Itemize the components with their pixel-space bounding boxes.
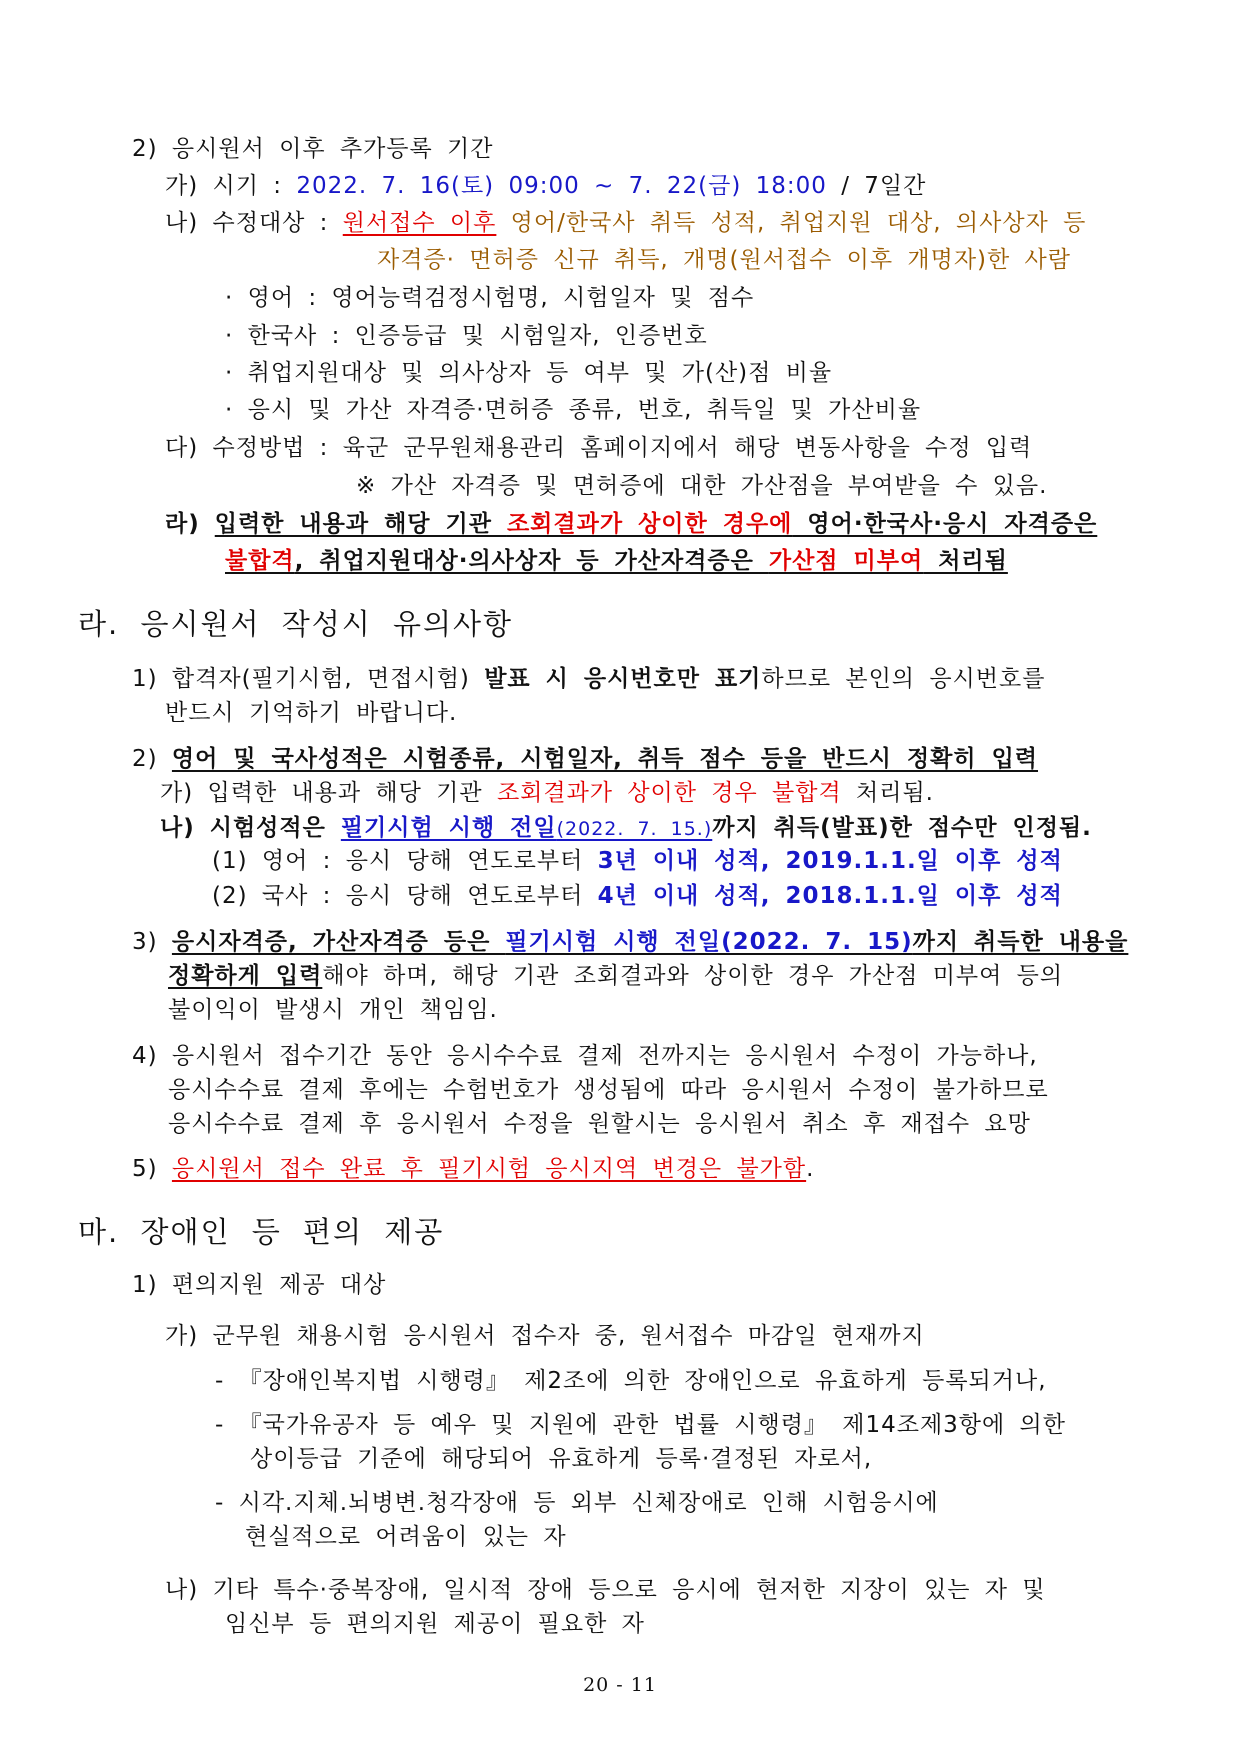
result-mismatch-line bbox=[165, 508, 1097, 540]
note-3-line-1 bbox=[132, 926, 1128, 958]
accessibility-dash-2b: 상이등급 기준에 해당되어 유효하게 등록·결정된 자로서, bbox=[250, 1446, 873, 1472]
edit-method-line: 다) 수정방법 : 육군 군무원채용관리 홈페이지에서 해당 변동사항을 수정 입력 bbox=[165, 435, 1033, 461]
note-2-history-line bbox=[212, 880, 1063, 912]
note-5-label: 5) bbox=[132, 1156, 172, 1182]
accessibility-dash-1: - 『장애인복지법 시행령』 제2조에 의한 장애인으로 유효하게 등록되거나, bbox=[215, 1368, 1047, 1394]
fail-text: 불합격 bbox=[225, 548, 295, 574]
note-1-text-a: 1) 합격자(필기시험, 면접시험) bbox=[132, 666, 485, 692]
edit-method-note: ※ 가산 자격증 및 면허증에 대한 가산점을 부여받을 수 있음. bbox=[356, 473, 1048, 499]
note-2-history-text: (2) 국사 : 응시 당해 연도로부터 bbox=[212, 883, 598, 909]
note-3-text-b: 까지 취득한 내용을 bbox=[912, 929, 1129, 955]
note-2-history-blue: 4년 이내 성적, 2018.1.1.일 이후 성적 bbox=[597, 883, 1063, 909]
note-3-blue: 필기시험 시행 전일(2022. 7. 15) bbox=[505, 929, 913, 955]
note-4-line-1: 4) 응시원서 접수기간 동안 응시수수료 결제 전까지는 응시원서 수정이 가능하나, bbox=[132, 1043, 1038, 1069]
note-2-ga-line bbox=[160, 777, 934, 809]
note-1-line-2: 반드시 기억하기 바랍니다. bbox=[165, 700, 458, 726]
note-3-text-a: 응시자격증, 가산자격증 등은 bbox=[171, 929, 506, 955]
heading-accessibility: 마. 장애인 등 편의 제공 bbox=[78, 1215, 445, 1249]
result-mismatch-text-b: 영어·한국사·응시 자격증은 bbox=[792, 511, 1098, 537]
period-duration: / 7일간 bbox=[826, 173, 927, 199]
page-number: 20 - 11 bbox=[583, 1674, 657, 1696]
edit-target-label: 나) 수정대상 : bbox=[165, 210, 343, 236]
note-2-label: 2) bbox=[132, 746, 172, 772]
heading-application-notes: 라. 응시원서 작성시 유의사항 bbox=[78, 607, 514, 641]
accessibility-ga: 가) 군무원 채용시험 응시원서 접수자 중, 원서접수 마감일 현재까지 bbox=[165, 1323, 925, 1349]
note-2-na-text-a: 나) 시험성적은 bbox=[160, 815, 341, 841]
note-2-ga-text-a: 가) 입력한 내용과 해당 기관 bbox=[160, 780, 497, 806]
result-mismatch-underlined bbox=[215, 511, 1098, 537]
note-2-na-date: (2022. 7. 15.) bbox=[556, 818, 713, 840]
edit-target-line-2: 자격증· 면허증 신규 취득, 개명(원서접수 이후 개명자)한 사람 bbox=[377, 247, 1071, 273]
accessibility-na-2: 임신부 등 편의지원 제공이 필요한 자 bbox=[225, 1611, 645, 1637]
note-1-text-b: 하므로 본인의 응시번호를 bbox=[761, 666, 1046, 692]
section-2-title: 2) 응시원서 이후 추가등록 기간 bbox=[132, 136, 494, 162]
result-mismatch-text-d: 처리됨 bbox=[923, 548, 1008, 574]
note-3-rest: 해야 하며, 해당 기관 조회결과와 상이한 경우 가산점 미부여 등의 bbox=[322, 963, 1064, 989]
note-3-line-3: 불이익이 발생시 개인 책임임. bbox=[168, 997, 498, 1023]
accessibility-dash-3: - 시각.지체.뇌병변.청각장애 등 외부 신체장애로 인해 시험응시에 bbox=[215, 1490, 939, 1516]
note-2-na-blue-text: 필기시험 시행 전일 bbox=[340, 815, 557, 841]
note-5-red: 응시원서 접수 완료 후 필기시험 응시지역 변경은 불가함 bbox=[171, 1156, 807, 1182]
note-2-english-blue: 3년 이내 성적, 2019.1.1.일 이후 성적 bbox=[597, 848, 1063, 874]
bullet-english: · 영어 : 영어능력검정시험명, 시험일자 및 점수 bbox=[225, 285, 755, 311]
note-1-line-1 bbox=[132, 663, 1045, 695]
note-2-na-text-b: 까지 취득(발표)한 점수만 인정됨. bbox=[712, 815, 1092, 841]
result-mismatch-label: 라) bbox=[165, 511, 215, 537]
result-mismatch-red: 조회결과가 상이한 경우에 bbox=[506, 511, 793, 537]
note-2-text: 영어 및 국사성적은 시험종류, 시험일자, 취득 점수 등을 반드시 정확히 입력 bbox=[171, 746, 1039, 772]
edit-target-line bbox=[165, 207, 1086, 239]
period-dates: 2022. 7. 16(토) 09:00 ~ 7. 22(금) 18:00 bbox=[296, 173, 827, 199]
bullet-korean-history: · 한국사 : 인증등급 및 시험일자, 인증번호 bbox=[225, 323, 708, 349]
period-line bbox=[165, 170, 926, 202]
period-label: 가) 시기 : bbox=[165, 173, 297, 199]
note-3-bold: 정확하게 입력 bbox=[168, 963, 323, 989]
edit-target-highlight: 원서접수 이후 bbox=[342, 210, 497, 236]
note-2-na-line bbox=[160, 812, 1092, 845]
accessibility-dash-2: - 『국가유공자 등 예우 및 지원에 관한 법률 시행령』 제14조제3항에 의한 bbox=[215, 1412, 1066, 1438]
note-3-underlined bbox=[172, 929, 1128, 955]
accessibility-dash-3b: 현실적으로 어려움이 있는 자 bbox=[245, 1524, 567, 1550]
note-3-label: 3) bbox=[132, 929, 172, 955]
result-mismatch-line-2 bbox=[225, 545, 1008, 577]
note-2-ga-text-b: 처리됨. bbox=[841, 780, 934, 806]
note-2-english-line bbox=[212, 845, 1063, 877]
note-5-line bbox=[132, 1153, 814, 1185]
note-1-bold: 발표 시 응시번호만 표기 bbox=[484, 666, 762, 692]
note-3-line-2 bbox=[168, 960, 1063, 992]
accessibility-1: 1) 편의지원 제공 대상 bbox=[132, 1272, 387, 1298]
note-5-dot: . bbox=[806, 1156, 815, 1182]
note-2-line bbox=[132, 743, 1038, 775]
note-4-line-3: 응시수수료 결제 후 응시원서 수정을 원할시는 응시원서 취소 후 재접수 요망 bbox=[168, 1111, 1031, 1137]
bullet-employment-support: · 취업지원대상 및 의사상자 등 여부 및 가(산)점 비율 bbox=[225, 360, 833, 386]
result-mismatch-text-c: , 취업지원대상·의사상자 등 가산자격증은 bbox=[294, 548, 769, 574]
note-2-english-text: (1) 영어 : 응시 당해 연도로부터 bbox=[212, 848, 598, 874]
accessibility-na: 나) 기타 특수·중복장애, 일시적 장애 등으로 응시에 현저한 지장이 있는 자 및 bbox=[165, 1577, 1046, 1603]
no-bonus-text: 가산점 미부여 bbox=[768, 548, 924, 574]
bullet-certificates: · 응시 및 가산 자격증·면허증 종류, 번호, 취득일 및 가산비율 bbox=[225, 397, 922, 423]
note-2-na-blue bbox=[341, 815, 712, 841]
note-4-line-2: 응시수수료 결제 후에는 수험번호가 생성됨에 따라 응시원서 수정이 불가하므로 bbox=[168, 1077, 1049, 1103]
edit-target-text: 영어/한국사 취득 성적, 취업지원 대상, 의사상자 등 bbox=[496, 210, 1087, 236]
result-mismatch-text-a: 입력한 내용과 해당 기관 bbox=[214, 511, 507, 537]
note-2-ga-red: 조회결과가 상이한 경우 불합격 bbox=[496, 780, 842, 806]
